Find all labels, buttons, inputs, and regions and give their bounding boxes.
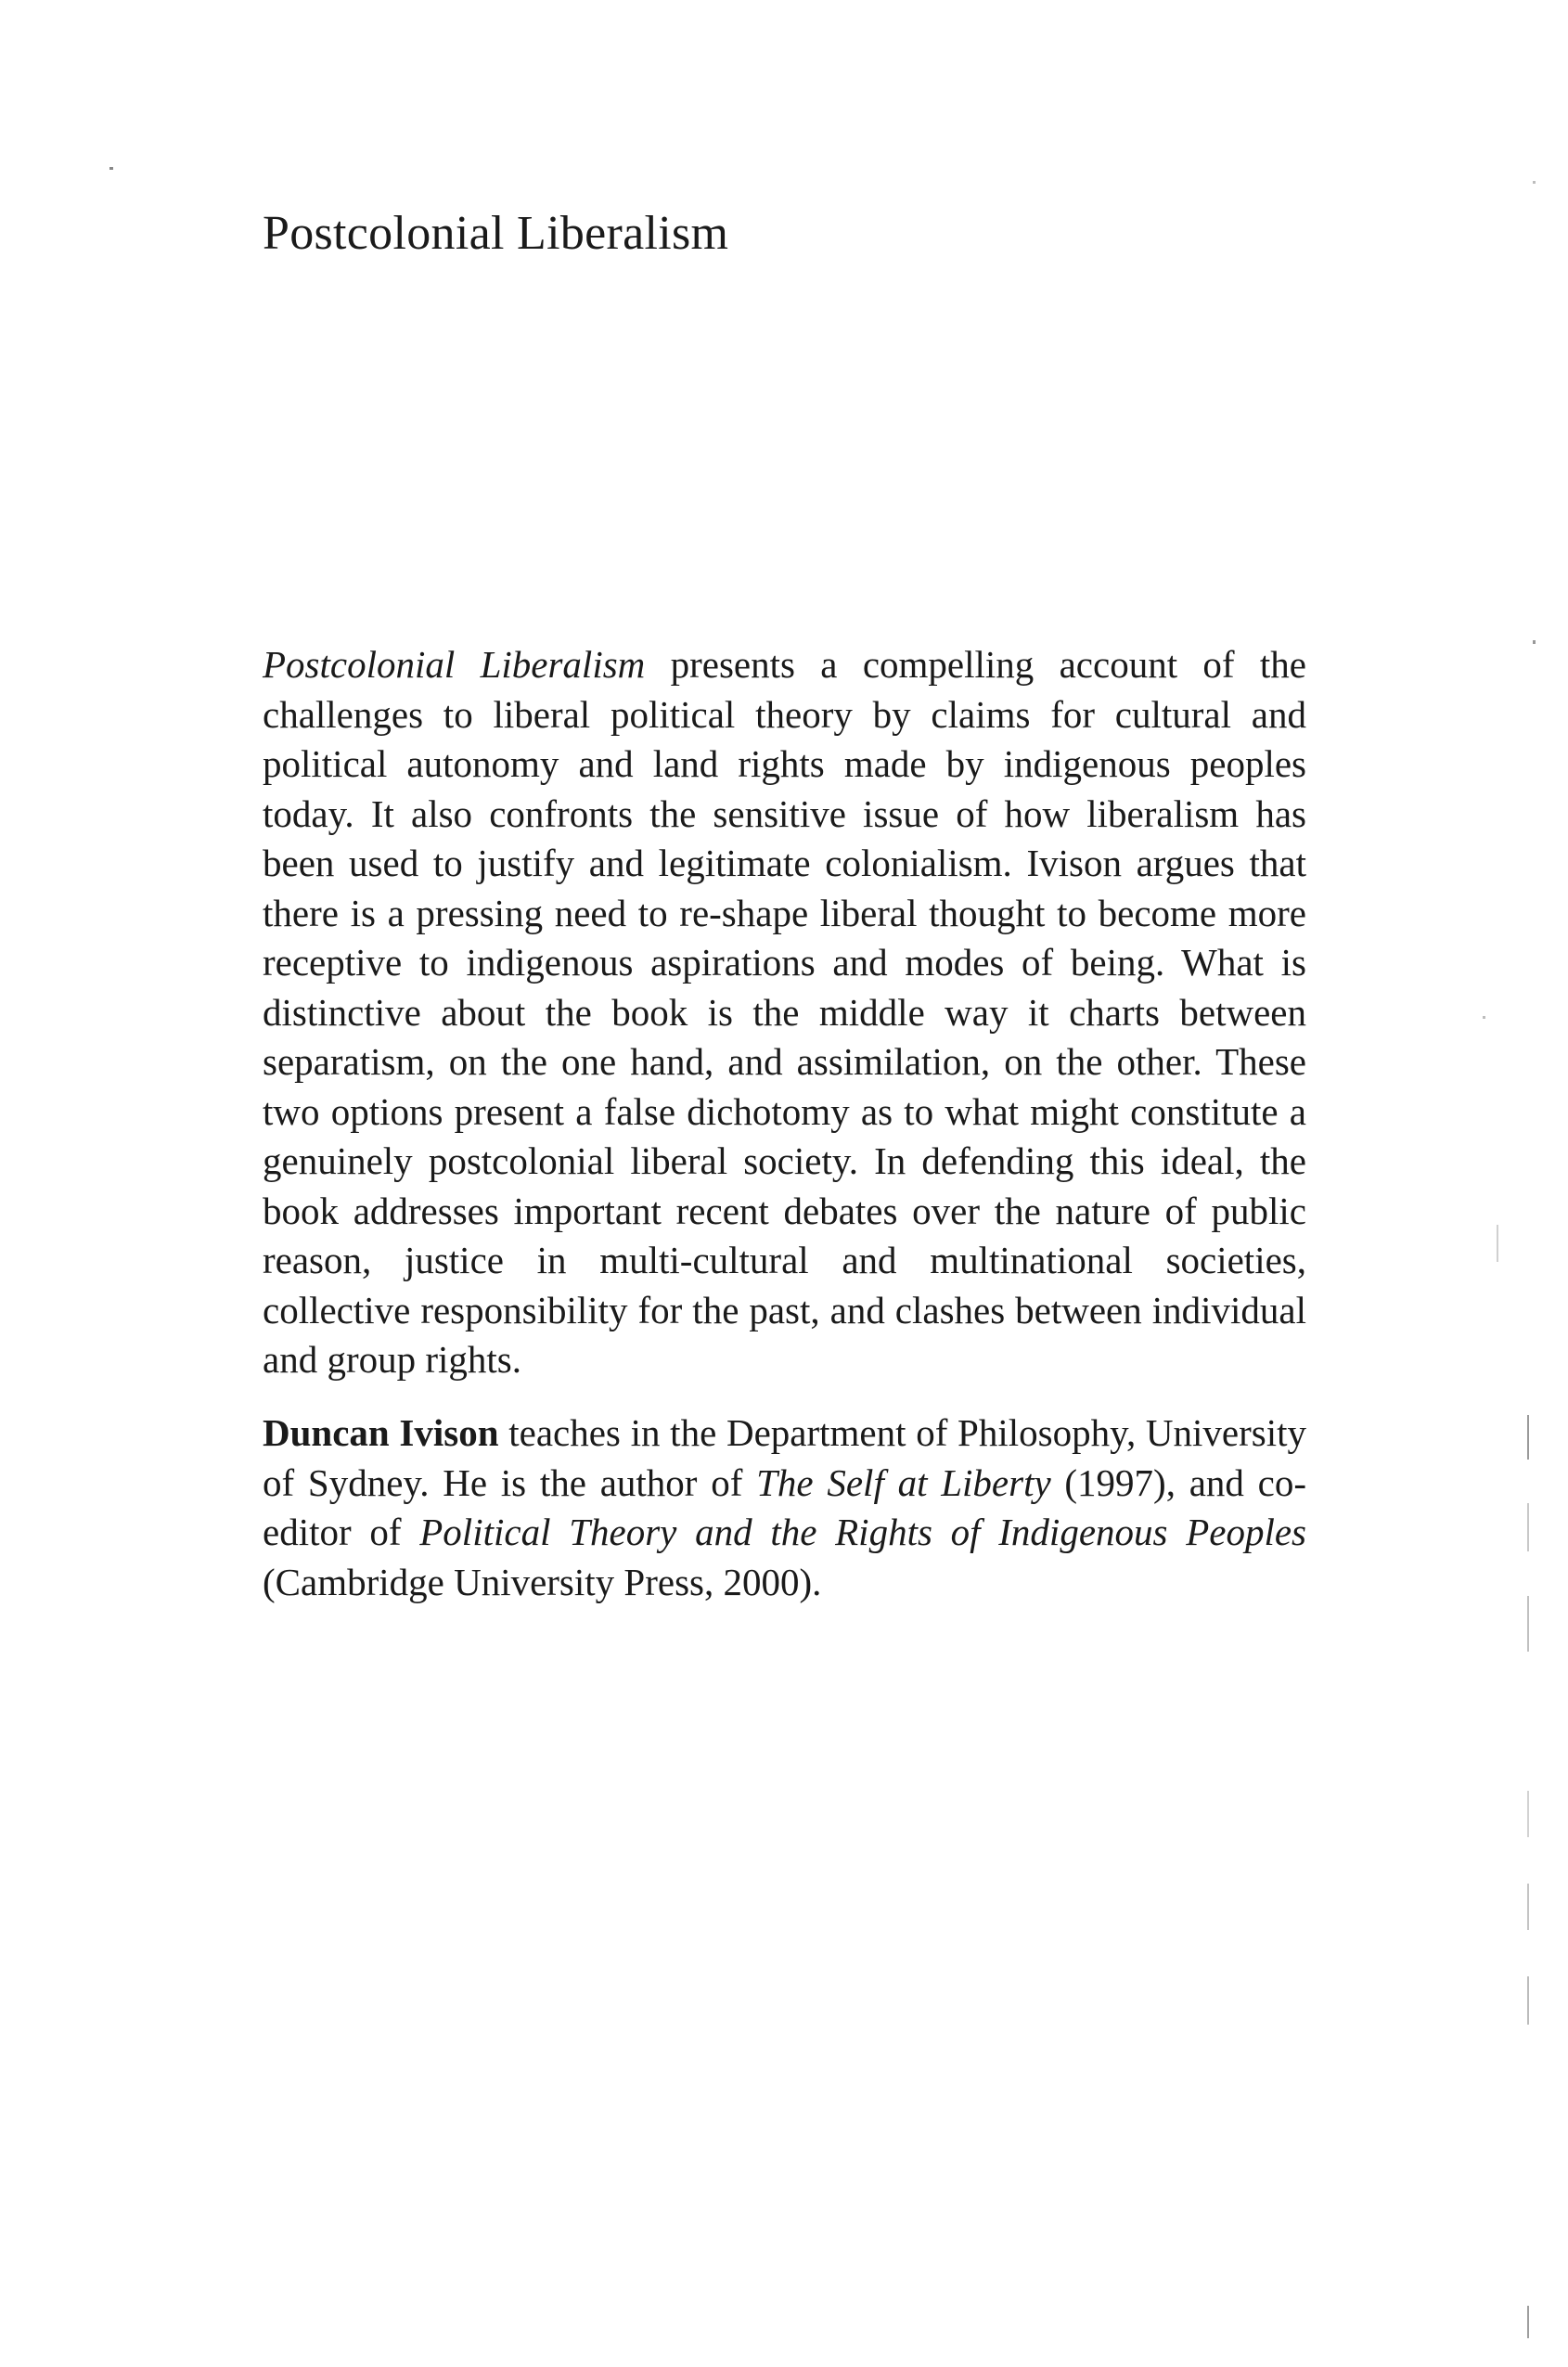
author-bio-text-1: teaches in the Department of Philosophy, University of Sydney. He is the author of	[263, 1411, 1306, 1504]
scan-speck	[109, 167, 113, 170]
book-title-italic: Postcolonial Liberalism	[263, 643, 646, 686]
book-reference-1: The Self at Liberty	[756, 1460, 1051, 1504]
author-name: Duncan Ivison	[263, 1411, 499, 1454]
scan-speck	[1483, 1016, 1485, 1019]
scan-edge-mark	[1497, 1225, 1498, 1262]
author-bio-text-3: (Cambridge University Press, 2000).	[263, 1560, 822, 1603]
scan-edge-mark	[1527, 1596, 1529, 1652]
scan-edge-mark	[1527, 1884, 1529, 1930]
scan-speck	[1533, 640, 1536, 644]
scan-edge-mark	[1527, 1791, 1529, 1837]
author-bio	[263, 1409, 1306, 1607]
scan-edge-mark	[1527, 1503, 1529, 1551]
scan-edge-mark	[1527, 1415, 1529, 1460]
page-title: Postcolonial Liberalism	[263, 207, 729, 260]
scan-edge-mark	[1527, 2306, 1529, 2338]
author-bio-text-2: (1997), and co-editor of	[263, 1460, 1306, 1553]
book-description	[263, 640, 1306, 1385]
book-reference-2: Political Theory and the Rights of Indigenous Peoples	[419, 1511, 1306, 1553]
scan-edge-mark	[1527, 1976, 1529, 2025]
book-description-text: presents a compelling account of the challenges to liberal political theory by claims for cultural and political autonomy and land rights made by indigenous peoples today. It also confronts the sensitive issue of how liberalism has been used to justify and legitimate colonialism. Ivison argues that there is a pressing need to re-shape liberal thought to become more receptive to indigenous aspirations and modes of being. What is distinctive about the book is the middle way it charts between separatism, on the one hand, and assimilation, on the other. These two options present a false dichotomy as to what might constitute a genuinely postcolonial liberal society. In defending this ideal, the book addresses important recent debates over the nature of public reason, justice in multi-cultural and multinational societies, collective responsibility for the past, and clashes between individual and group rights.	[263, 643, 1306, 1381]
scan-speck	[1533, 181, 1536, 184]
